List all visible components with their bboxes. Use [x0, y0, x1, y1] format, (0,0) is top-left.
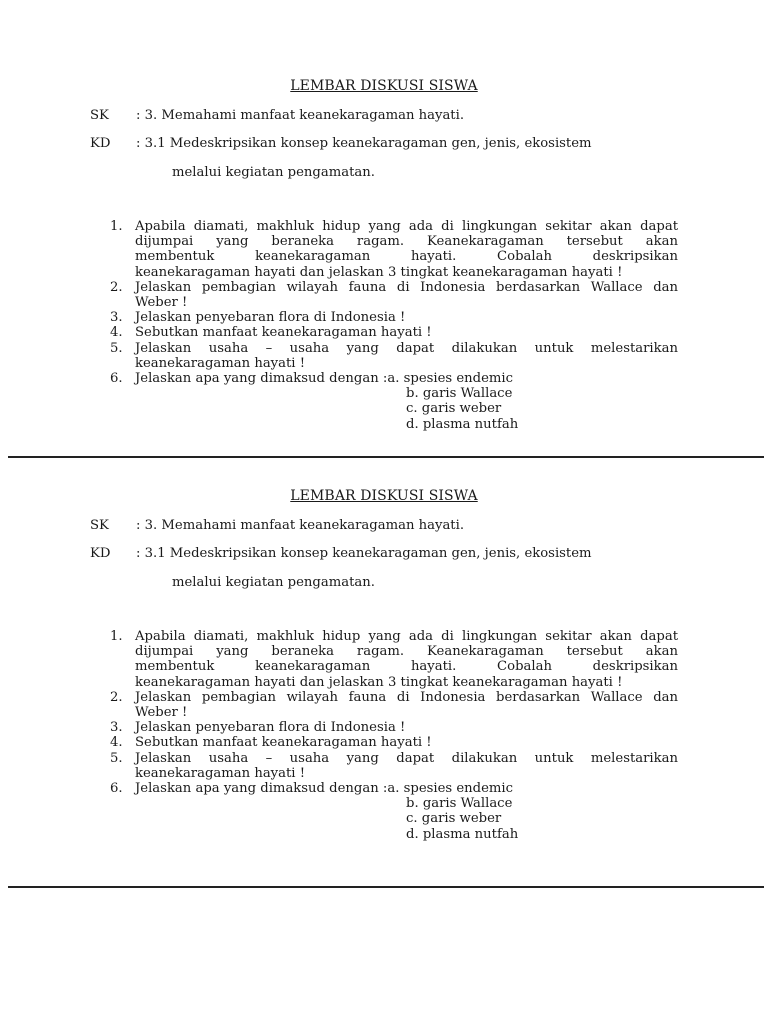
question-line — [135, 371, 678, 386]
option-item: a. spesies endemic — [387, 781, 514, 797]
question-line: Apabila diamati, makhluk hidup yang ada di lingkungan sekitar akan dapat — [135, 219, 678, 234]
question-line: keanekaragaman hayati ! — [135, 355, 306, 371]
kd-continuation: melalui kegiatan pengamatan. — [172, 165, 375, 180]
divider-line — [8, 886, 764, 888]
question-item — [110, 219, 678, 280]
question-line: membentuk keanekaragaman hayati. Cobalah deskripsikan — [135, 249, 678, 265]
kd-label: KD — [90, 136, 111, 151]
question-item — [110, 781, 678, 842]
option-item: c. garis weber — [406, 811, 502, 827]
sk-label: SK — [90, 108, 109, 123]
question-number: 2. — [110, 689, 123, 705]
question-line: Sebutkan manfaat keanekaragaman hayati ! — [135, 735, 432, 751]
question-line: keanekaragaman hayati ! — [135, 765, 306, 781]
question-number: 4. — [110, 325, 123, 341]
question-list — [110, 629, 678, 842]
question-number: 5. — [110, 750, 123, 766]
question-number: 1. — [110, 219, 123, 234]
question-item — [110, 310, 678, 325]
kd-row — [90, 546, 592, 561]
question-line: membentuk keanekaragaman hayati. Cobalah deskripsikan — [135, 659, 678, 675]
question-line: dijumpai yang beraneka ragam. Keanekaragaman tersebut akan — [135, 644, 678, 660]
question-lead: Jelaskan apa yang dimaksud dengan : — [135, 371, 388, 387]
question-number: 5. — [110, 340, 123, 356]
question-number: 2. — [110, 279, 123, 295]
question-item — [110, 629, 678, 690]
sk-label: SK — [90, 518, 109, 533]
option-item: b. garis Wallace — [406, 796, 513, 812]
question-line: Weber ! — [135, 295, 188, 311]
question-number: 1. — [110, 629, 123, 644]
option-item: d. plasma nutfah — [406, 416, 519, 432]
question-text — [135, 735, 678, 750]
question-line — [135, 781, 678, 796]
question-item — [110, 735, 678, 750]
kd-text: : 3.1 Medeskripsikan konsep keanekaragaman gen, jenis, ekosistem — [136, 546, 592, 561]
question-line: Jelaskan usaha – usaha yang dapat dilakukan untuk melestarikan — [135, 340, 678, 356]
question-number: 6. — [110, 371, 123, 387]
question-item — [110, 720, 678, 735]
question-line: keanekaragaman hayati dan jelaskan 3 tingkat keanekaragaman hayati ! — [135, 264, 623, 280]
kd-continuation: melalui kegiatan pengamatan. — [172, 575, 375, 590]
question-lead: Jelaskan apa yang dimaksud dengan : — [135, 781, 388, 797]
worksheet-2 — [0, 410, 768, 842]
question-item — [110, 690, 678, 720]
question-text — [135, 280, 678, 310]
question-text — [135, 781, 678, 842]
sk-row — [90, 108, 464, 123]
worksheet-title: LEMBAR DISKUSI SISWA — [290, 78, 478, 94]
worksheet-title: LEMBAR DISKUSI SISWA — [290, 488, 478, 504]
question-item — [110, 341, 678, 371]
sk-text: : 3. Memahami manfaat keanekaragaman hayati. — [136, 518, 465, 533]
question-text — [135, 310, 678, 325]
question-item — [110, 751, 678, 781]
sk-text: : 3. Memahami manfaat keanekaragaman hayati. — [136, 108, 465, 123]
kd-text: : 3.1 Medeskripsikan konsep keanekaragaman gen, jenis, ekosistem — [136, 136, 592, 151]
question-line: Jelaskan penyebaran flora di Indonesia ! — [135, 720, 406, 736]
question-line: Weber ! — [135, 705, 188, 721]
option-item: c. garis weber — [406, 401, 502, 417]
question-line: Apabila diamati, makhluk hidup yang ada di lingkungan sekitar akan dapat — [135, 629, 678, 644]
option-list — [135, 796, 678, 842]
question-text — [135, 629, 678, 690]
question-number: 3. — [110, 310, 123, 326]
question-list — [110, 219, 678, 432]
question-text — [135, 219, 678, 280]
question-line: keanekaragaman hayati dan jelaskan 3 tingkat keanekaragaman hayati ! — [135, 674, 623, 690]
question-line: dijumpai yang beraneka ragam. Keanekaragaman tersebut akan — [135, 234, 678, 250]
question-number: 6. — [110, 781, 123, 797]
question-text — [135, 325, 678, 340]
question-number: 4. — [110, 735, 123, 751]
question-item — [110, 325, 678, 340]
kd-row — [90, 136, 592, 151]
question-number: 3. — [110, 720, 123, 736]
question-item — [110, 280, 678, 310]
question-line: Sebutkan manfaat keanekaragaman hayati ! — [135, 325, 432, 341]
question-text — [135, 341, 678, 371]
kd-label: KD — [90, 546, 111, 561]
question-text — [135, 751, 678, 781]
question-text — [135, 690, 678, 720]
question-line: Jelaskan pembagian wilayah fauna di Indonesia berdasarkan Wallace dan — [135, 279, 678, 295]
option-item: a. spesies endemic — [387, 371, 514, 387]
worksheet-1 — [0, 0, 768, 432]
sk-row — [90, 518, 464, 533]
option-item: d. plasma nutfah — [406, 826, 519, 842]
question-text — [135, 720, 678, 735]
question-line: Jelaskan usaha – usaha yang dapat dilakukan untuk melestarikan — [135, 750, 678, 766]
question-line: Jelaskan pembagian wilayah fauna di Indonesia berdasarkan Wallace dan — [135, 689, 678, 705]
option-item: b. garis Wallace — [406, 386, 513, 402]
question-line: Jelaskan penyebaran flora di Indonesia ! — [135, 310, 406, 326]
